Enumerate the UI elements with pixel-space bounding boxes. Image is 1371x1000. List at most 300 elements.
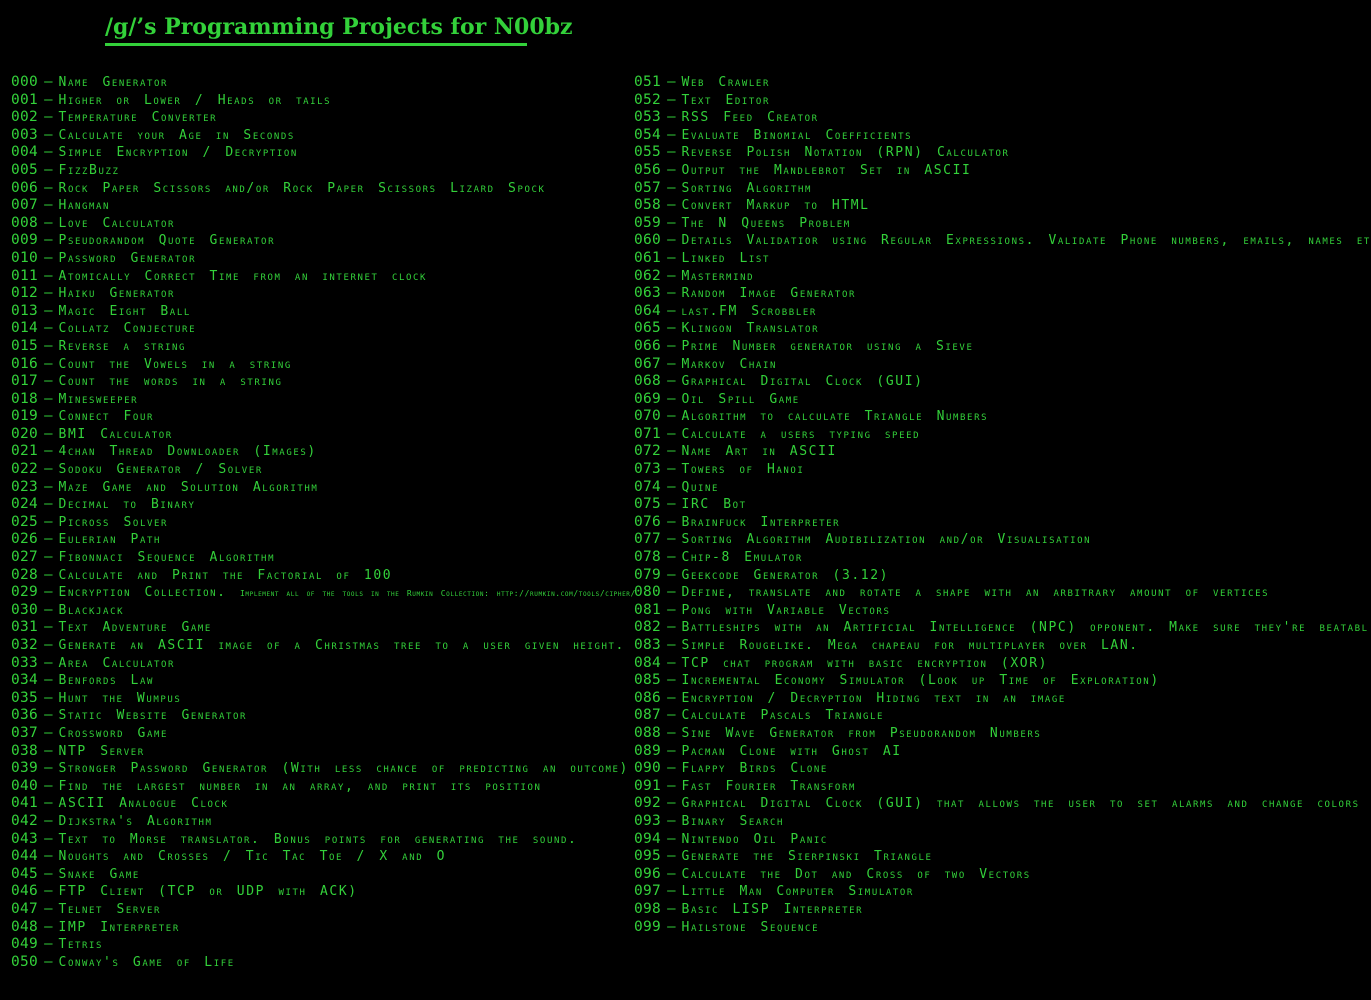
project-title-text: BMI Calculator (58, 426, 173, 442)
project-title-text: Pong with Variable Vectors (681, 602, 891, 618)
project-title (682, 832, 828, 847)
project-item (634, 303, 1261, 321)
separator-dash: – (44, 637, 53, 653)
separator-dash: – (44, 830, 53, 847)
project-title (682, 392, 800, 407)
project-title (59, 233, 276, 248)
separator-dash: – (44, 707, 53, 724)
project-item (11, 197, 636, 215)
project-item (11, 936, 636, 954)
separator-dash: – (667, 918, 676, 935)
separator-dash: – (667, 742, 676, 759)
project-title-text: Hailstone Sequence (681, 919, 820, 935)
project-item (11, 215, 636, 233)
separator-dash: – (44, 795, 53, 812)
project-number: 038 (11, 742, 39, 759)
project-title (59, 726, 168, 741)
project-title-text: Text to Morse translator. Bonus points for generating the sound. (58, 831, 578, 847)
project-title (59, 532, 161, 547)
project-number: 003 (11, 126, 39, 143)
project-note: Implement all of the tools in the Rumkin Collection: http://rumkin.com/tools/cipher/ (240, 589, 636, 599)
project-number: 021 (11, 443, 39, 460)
project-title (682, 198, 870, 213)
project-number: 049 (11, 936, 39, 953)
project-item (634, 215, 1261, 233)
project-number: 058 (634, 197, 662, 214)
project-title (682, 726, 1042, 741)
project-title-text: Snake Game (58, 866, 140, 882)
project-item (634, 391, 1261, 409)
project-number: 078 (634, 549, 662, 566)
project-item (634, 479, 1261, 497)
project-title-text: Crossword Game (58, 725, 169, 741)
project-item (634, 74, 1261, 92)
separator-dash: – (44, 109, 53, 126)
project-title (682, 673, 1160, 688)
project-number: 086 (634, 689, 662, 706)
separator-dash: – (44, 689, 53, 706)
separator-dash: – (44, 390, 53, 407)
project-title-text: Fibonnaci Sequence Algorithm (58, 550, 276, 566)
separator-dash: – (44, 373, 53, 390)
project-title-text: Rock Paper Scissors and/or Rock Paper Scissors Lizard Spock (58, 180, 546, 196)
project-title-text: Random Image Generator (681, 286, 856, 302)
project-number: 050 (11, 953, 39, 970)
project-title-text: Minesweeper (58, 391, 139, 407)
project-title-text: Calculate your Age in Seconds (58, 127, 295, 143)
project-item (634, 127, 1261, 145)
project-title-text: Higher or Lower / Heads or tails (58, 92, 332, 108)
separator-dash: – (44, 249, 53, 266)
project-title (59, 251, 197, 266)
project-number: 035 (11, 689, 39, 706)
project-title (59, 216, 176, 231)
separator-dash: – (667, 74, 676, 90)
project-title (59, 321, 197, 336)
project-title (59, 392, 139, 407)
project-title (59, 902, 161, 917)
project-title (682, 849, 933, 864)
project-number: 085 (634, 672, 662, 689)
project-number: 069 (634, 390, 662, 407)
title-underline (105, 43, 527, 46)
project-number: 004 (11, 144, 39, 161)
project-number: 045 (11, 865, 39, 882)
project-number: 095 (634, 848, 662, 865)
separator-dash: – (44, 285, 53, 302)
project-title (59, 374, 283, 389)
project-title (682, 462, 805, 477)
separator-dash: – (44, 232, 53, 249)
project-title (682, 867, 1031, 882)
project-item (11, 144, 636, 162)
separator-dash: – (44, 848, 53, 865)
project-number: 026 (11, 531, 39, 548)
project-title-text: Blackjack (58, 602, 125, 618)
project-title (59, 515, 168, 530)
project-title (682, 920, 820, 935)
project-title-text: Name Art in ASCII (681, 444, 837, 460)
project-number: 001 (11, 91, 39, 108)
project-number: 048 (11, 918, 39, 935)
project-item (11, 531, 636, 549)
project-title-text: Calculate a users typing speed (681, 426, 921, 442)
project-item (634, 725, 1261, 743)
project-number: 060 (634, 232, 662, 249)
project-number: 020 (11, 425, 39, 442)
project-number: 055 (634, 144, 662, 161)
project-title-text: Area Calculator (58, 655, 176, 671)
project-number: 053 (634, 109, 662, 126)
separator-dash: – (44, 883, 53, 900)
project-title-text: Reverse a string (58, 338, 187, 354)
project-number: 012 (11, 285, 39, 302)
project-item (634, 531, 1261, 549)
project-item (634, 602, 1261, 620)
project-item (11, 760, 636, 778)
separator-dash: – (667, 900, 676, 917)
project-title (682, 638, 1139, 653)
separator-dash: – (44, 496, 53, 513)
separator-dash: – (44, 936, 53, 953)
project-item (634, 813, 1261, 831)
project-item (634, 514, 1261, 532)
project-item (11, 92, 636, 110)
project-title-text: IRC Bot (681, 497, 747, 513)
project-number: 022 (11, 461, 39, 478)
project-number: 034 (11, 672, 39, 689)
project-item (11, 74, 636, 92)
project-title (682, 286, 856, 301)
project-title-text: TCP chat program with basic encryption (XOR) (681, 655, 1049, 671)
separator-dash: – (44, 179, 53, 196)
separator-dash: – (44, 549, 53, 566)
separator-dash: – (44, 144, 53, 161)
project-title (59, 656, 176, 671)
project-item (11, 232, 636, 250)
project-number: 057 (634, 179, 662, 196)
project-title-text: Geekcode Generator (3.12) (681, 567, 890, 583)
project-title (682, 110, 819, 125)
project-item (634, 443, 1261, 461)
project-title (59, 145, 298, 160)
project-number: 072 (634, 443, 662, 460)
project-title (682, 233, 1371, 248)
project-item (634, 356, 1261, 374)
project-title (682, 251, 770, 266)
separator-dash: – (667, 619, 676, 636)
project-title-text: Sorting Algorithm (681, 180, 813, 196)
separator-dash: – (44, 865, 53, 882)
project-title (59, 75, 168, 90)
project-number: 091 (634, 777, 662, 794)
separator-dash: – (667, 795, 676, 812)
project-item (11, 285, 636, 303)
project-item (634, 795, 1360, 813)
project-item (11, 567, 636, 585)
project-title-text: Battleships with an Artificial Intelligence (NPC) opponent. Make sure they're beatabl (681, 620, 1369, 636)
project-item (11, 268, 636, 286)
project-number: 084 (634, 654, 662, 671)
separator-dash: – (44, 584, 53, 601)
separator-dash: – (667, 320, 676, 337)
project-title (59, 339, 187, 354)
separator-dash: – (667, 408, 676, 425)
project-title-text: Little Man Computer Simulator (681, 884, 914, 900)
project-item (634, 584, 1270, 602)
separator-dash: – (44, 654, 53, 671)
project-item (11, 162, 636, 180)
separator-dash: – (667, 513, 676, 530)
project-title-text: Output the Mandlebrot Set in ASCII (681, 162, 972, 178)
separator-dash: – (667, 91, 676, 108)
project-item (11, 655, 636, 673)
separator-dash: – (667, 549, 676, 566)
project-item (11, 954, 636, 972)
separator-dash: – (44, 478, 53, 495)
project-title (59, 673, 154, 688)
project-title-text: Pacman Clone with Ghost AI (681, 743, 902, 759)
project-title (682, 321, 820, 336)
project-item (11, 443, 636, 461)
separator-dash: – (667, 812, 676, 829)
separator-dash: – (44, 355, 53, 372)
project-title (59, 884, 358, 899)
project-title (682, 761, 828, 776)
separator-dash: – (667, 531, 676, 548)
project-number: 023 (11, 478, 39, 495)
project-title-text: IMP Interpreter (58, 919, 180, 935)
project-item (11, 672, 636, 690)
project-number: 006 (11, 179, 39, 196)
project-title-text: Static Website Generator (58, 708, 248, 724)
project-item (634, 268, 1261, 286)
project-title-text: Temperature Converter (58, 110, 218, 126)
project-title (682, 779, 856, 794)
project-title (682, 75, 770, 90)
project-number: 025 (11, 513, 39, 530)
project-item (634, 778, 1261, 796)
project-title-text: Atomically Correct Time from an internet clock (58, 268, 428, 284)
separator-dash: – (44, 320, 53, 337)
project-title-text: Mastermind (681, 268, 755, 284)
project-item (634, 250, 1261, 268)
separator-dash: – (44, 302, 53, 319)
project-number: 016 (11, 355, 39, 372)
project-item (11, 637, 636, 655)
project-number: 031 (11, 619, 39, 636)
separator-dash: – (667, 724, 676, 741)
separator-dash: – (44, 566, 53, 583)
separator-dash: – (667, 707, 676, 724)
separator-dash: – (44, 214, 53, 231)
project-item (634, 373, 1261, 391)
project-title (682, 444, 837, 459)
project-number: 068 (634, 373, 662, 390)
project-number: 073 (634, 461, 662, 478)
project-number: 024 (11, 496, 39, 513)
separator-dash: – (44, 425, 53, 442)
project-number: 083 (634, 637, 662, 653)
project-title-text: Binary Search (681, 813, 784, 829)
project-title (682, 902, 864, 917)
separator-dash: – (44, 760, 53, 777)
separator-dash: – (667, 654, 676, 671)
project-number: 046 (11, 883, 39, 900)
project-title-text: Linked List (681, 250, 770, 266)
project-number: 017 (11, 373, 39, 390)
project-number: 088 (634, 724, 662, 741)
project-item (11, 408, 636, 426)
project-list-right (634, 74, 1371, 936)
project-item (11, 795, 636, 813)
project-title (682, 339, 974, 354)
project-number: 082 (634, 619, 662, 636)
project-title (682, 884, 914, 899)
project-number: 014 (11, 320, 39, 337)
project-title-text: Text Adventure Game (58, 620, 212, 636)
project-item (11, 180, 636, 198)
project-number: 005 (11, 161, 39, 178)
project-title-text: Reverse Polish Notation (RPN) Calculator (681, 145, 1010, 161)
project-item (634, 496, 1261, 514)
separator-dash: – (44, 742, 53, 759)
project-item (634, 232, 1371, 250)
project-title-text: Graphical Digital Clock (GUI) (681, 374, 924, 390)
project-title-text: Stronger Password Generator (With less chance of predicting an outcome) (58, 761, 629, 777)
project-item (11, 866, 636, 884)
project-title-text: Evaluate Binomial Coefficients (681, 127, 913, 143)
separator-dash: – (667, 425, 676, 442)
separator-dash: – (44, 812, 53, 829)
project-title (59, 796, 229, 811)
project-item (11, 690, 636, 708)
separator-dash: – (44, 672, 53, 689)
project-number: 079 (634, 566, 662, 583)
project-title-text: ASCII Analogue Clock (58, 796, 229, 812)
project-item (11, 250, 636, 268)
project-number: 077 (634, 531, 662, 548)
project-title-text: Encryption / Decryption Hiding text in an image (681, 690, 1066, 706)
project-title (59, 304, 191, 319)
separator-dash: – (667, 302, 676, 319)
project-item (634, 672, 1261, 690)
project-number: 011 (11, 267, 39, 284)
project-title-text: Flappy Birds Clone (681, 761, 828, 777)
project-number: 008 (11, 214, 39, 231)
project-number: 013 (11, 302, 39, 319)
project-title (59, 427, 173, 442)
project-number: 030 (11, 601, 39, 618)
project-number: 027 (11, 549, 39, 566)
project-number: 092 (634, 795, 662, 812)
project-title (682, 656, 1049, 671)
project-item (634, 426, 1261, 444)
project-item (634, 760, 1261, 778)
project-title-text: Fast Fourier Transform (681, 778, 856, 794)
project-title (682, 744, 902, 759)
project-item (11, 426, 636, 444)
project-title (59, 163, 120, 178)
project-number: 098 (634, 900, 662, 917)
project-number: 061 (634, 249, 662, 266)
project-title (682, 216, 851, 231)
project-item (11, 584, 636, 602)
project-title (59, 93, 332, 108)
separator-dash: – (667, 161, 676, 178)
project-item (634, 619, 1369, 637)
project-title (682, 691, 1066, 706)
project-title-text: Encryption Collection. (58, 585, 227, 601)
project-number: 033 (11, 654, 39, 671)
project-title-text: Text Editor (681, 92, 770, 108)
project-title (59, 638, 625, 653)
project-title (682, 796, 1360, 811)
project-item (634, 637, 1261, 655)
separator-dash: – (667, 109, 676, 126)
project-number: 081 (634, 601, 662, 618)
project-number: 007 (11, 197, 39, 214)
project-item (11, 109, 636, 127)
project-item (11, 391, 636, 409)
separator-dash: – (667, 373, 676, 390)
separator-dash: – (667, 865, 676, 882)
project-title-text: Magic Eight Ball (58, 303, 191, 319)
project-item (11, 127, 636, 145)
separator-dash: – (667, 461, 676, 478)
project-title-text: Nintendo Oil Panic (681, 831, 828, 847)
project-item (634, 919, 1261, 937)
project-title-text: Sodoku Generator / Solver (58, 462, 263, 478)
project-item (634, 180, 1261, 198)
project-title-text: FTP Client (TCP or UDP with ACK) (58, 884, 358, 900)
project-item (634, 92, 1261, 110)
project-item (634, 707, 1261, 725)
page-title: /g/’s Programming Projects for N00bz (105, 14, 573, 40)
separator-dash: – (667, 390, 676, 407)
project-number: 064 (634, 302, 662, 319)
project-title (59, 480, 319, 495)
project-title (59, 198, 111, 213)
project-number: 036 (11, 707, 39, 724)
project-item (634, 197, 1261, 215)
project-item (11, 338, 636, 356)
project-item (11, 848, 636, 866)
project-item (634, 549, 1261, 567)
page-header (105, 12, 573, 46)
project-item (634, 567, 1261, 585)
project-title-text: Generate the Sierpinski Triangle (681, 849, 933, 865)
project-title-text: Incremental Economy Simulator (Look up Time of Exploration) (681, 673, 1160, 689)
project-title (682, 480, 720, 495)
project-number: 052 (634, 91, 662, 108)
project-number: 054 (634, 126, 662, 143)
separator-dash: – (667, 496, 676, 513)
separator-dash: – (667, 126, 676, 143)
separator-dash: – (667, 144, 676, 161)
project-number: 018 (11, 390, 39, 407)
project-title (682, 181, 813, 196)
separator-dash: – (667, 179, 676, 196)
project-title-text: Pseudorandom Quote Generator (58, 233, 276, 249)
separator-dash: – (44, 337, 53, 354)
project-number: 080 (634, 584, 662, 601)
project-number: 089 (634, 742, 662, 759)
separator-dash: – (44, 619, 53, 636)
project-title-text: Collatz Conjecture (58, 321, 197, 337)
separator-dash: – (667, 883, 676, 900)
project-title (59, 761, 629, 776)
